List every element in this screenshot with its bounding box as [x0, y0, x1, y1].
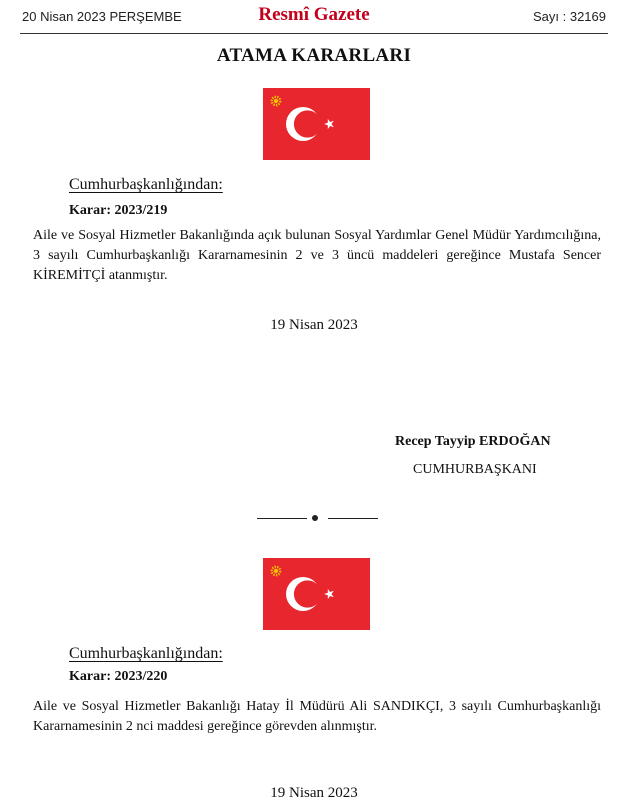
- presidential-flag-icon: [263, 88, 370, 160]
- decision-number: Karar: 2023/219: [69, 203, 168, 218]
- header-date: 20 Nisan 2023 PERŞEMBE: [22, 9, 182, 24]
- decision-text: Aile ve Sosyal Hizmetler Bakanlığı Hatay İl Müdürü Ali SANDIKÇI, 3 sayılı Cumhurbaşkanlığı Kararnamesinin 2 nci maddesi gereğince görevden alınmıştır.: [33, 699, 601, 734]
- decision-text: Aile ve Sosyal Hizmetler Bakanlığında açık bulunan Sosyal Yardımlar Genel Müdür Yardımcılığına, 3 sayılı Cumhurbaşkanlığı Kararnamesinin 2 ve 3 üncü maddeleri gereğince Mustafa Sencer KİREMİTÇİ atanmıştır.: [33, 228, 601, 283]
- signer-name: Recep Tayyip ERDOĞAN: [395, 434, 551, 449]
- publication-title: Resmî Gazete: [258, 4, 370, 25]
- section-title: ATAMA KARARLARI: [216, 45, 412, 66]
- separator-dot: [312, 515, 318, 521]
- issue-number: Sayı : 32169: [533, 9, 606, 24]
- decision-number: Karar: 2023/220: [69, 669, 168, 684]
- issuer-label: Cumhurbaşkanlığından:: [69, 176, 223, 193]
- presidential-flag-icon: [263, 558, 370, 630]
- issuer-label: Cumhurbaşkanlığından:: [69, 645, 223, 662]
- section-separator: [0, 510, 628, 526]
- signer-title: CUMHURBAŞKANI: [413, 462, 537, 477]
- separator-line-right: [328, 518, 378, 519]
- decision-date: 19 Nisan 2023: [270, 785, 358, 801]
- decision-date: 19 Nisan 2023: [270, 317, 358, 333]
- page-header: [20, 0, 608, 34]
- separator-line-left: [257, 518, 307, 519]
